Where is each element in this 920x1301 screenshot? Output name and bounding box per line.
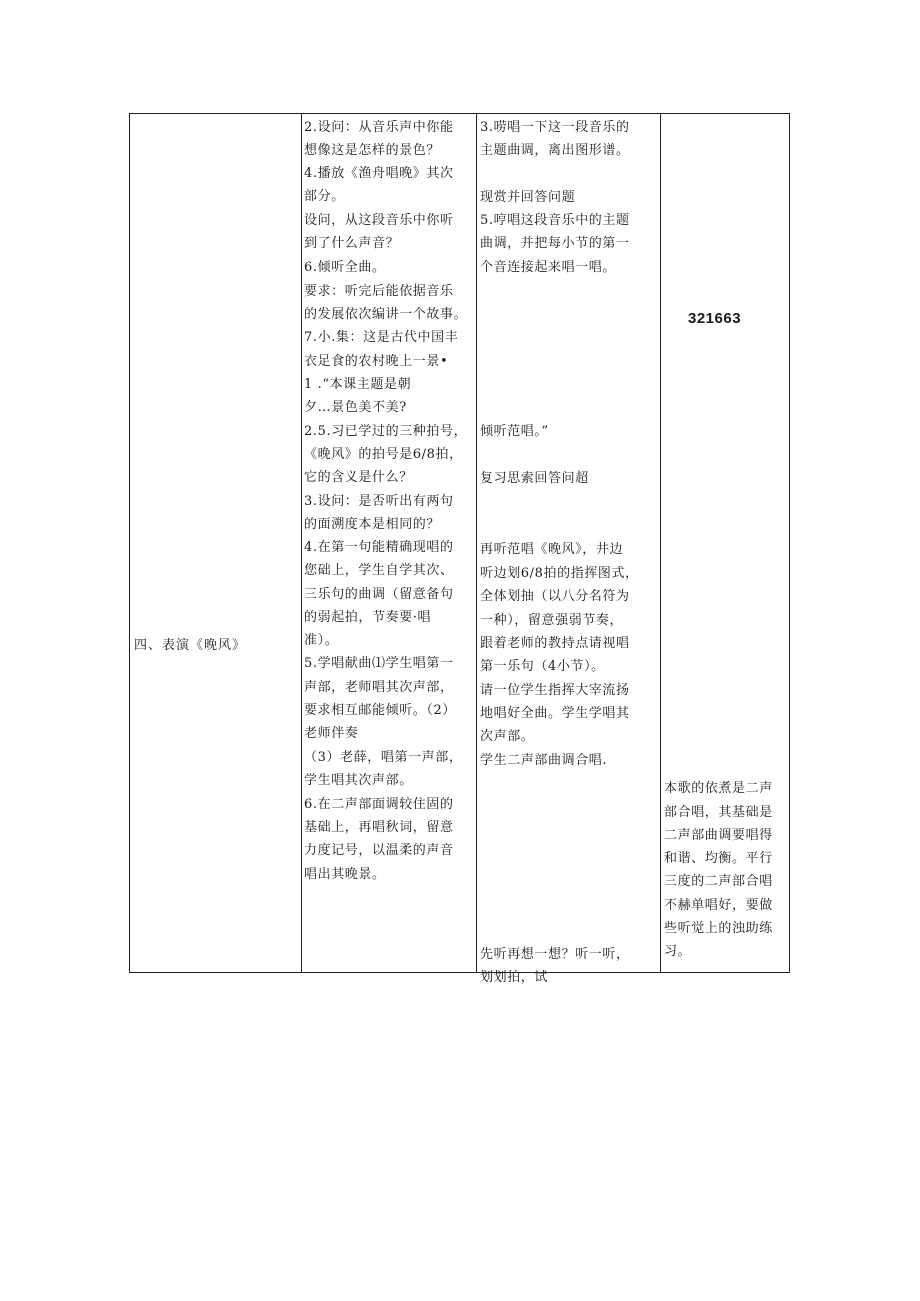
teacher-activity-line: 3.设问：是否听出有两句 [304, 494, 454, 509]
student-activity-line: 学生二声部曲调合唱. [480, 753, 608, 768]
teacher-activity-line: 1 .“本课主题是朝 [304, 377, 412, 392]
teacher-activity-line: 部分。 [304, 189, 345, 204]
section-title: 四、表演《晚风》 [134, 638, 247, 653]
design-intent-line: 本歌的依煮是二声 [664, 781, 773, 796]
student-activity-line: 曲调，并把每小节的第一 [480, 236, 630, 251]
student-activity-line: 划划拍，试 [480, 970, 549, 985]
number-label: 321663 [688, 310, 742, 327]
teacher-activity-line: 声部，老师唱其次声部， [304, 680, 454, 695]
column-divider [476, 114, 477, 972]
student-activity-line: 个音连接起来唱一唱。 [480, 260, 617, 275]
teacher-activity-line: 的发展依次编讲一个故事。 [304, 307, 468, 322]
student-activity-line: 全体划抽（以八分名符为 [480, 589, 630, 604]
design-intent-line: 二声部曲调要唱得 [664, 828, 773, 843]
student-activity-line: 一种），留意强弱节奏， [480, 613, 624, 628]
teacher-activity-line: 要求：听完后能依据音乐 [304, 284, 454, 299]
teacher-activity-line: 的弱起拍，节奏要·唱 [304, 610, 432, 625]
student-activity-line: 听边划6/8拍的指挥图式， [480, 566, 639, 581]
student-activity-line: 主题曲调，离出图形谱。 [480, 143, 630, 158]
design-intent-line: 习。 [664, 944, 692, 959]
teacher-activity-line: 的面溯度本是相同的？ [304, 517, 441, 532]
teacher-activity-line: 6.在二声部面调较住固的 [304, 797, 454, 812]
teacher-activity-line: 要求相互邮能倾听。（2） [304, 703, 456, 718]
student-activity-line: 次声部。 [480, 729, 535, 744]
design-intent-line: 三度的二声部合唱 [664, 874, 773, 889]
column-divider [660, 114, 661, 972]
student-activity-line: 第一乐句（4小节）。 [480, 659, 605, 674]
teacher-activity-line: 到了什么声音？ [304, 236, 400, 251]
lesson-plan-table [129, 113, 790, 985]
student-activity-line: 跟着老师的教持点请视唱 [480, 636, 630, 651]
student-activity-line: 先听再想一想？听一听， [480, 947, 630, 962]
section-title-cell [130, 114, 301, 972]
student-activity-line: 5.哼唱这段音乐中的主题 [480, 213, 630, 228]
design-intent-line: 和谐、均衡。平行 [664, 851, 773, 866]
teacher-activity-line: 基础上，再唱秋词，留意 [304, 820, 454, 835]
teacher-activity-cell [303, 114, 475, 972]
student-activity-line: 再听范唱《晚风》，井边 [480, 542, 624, 557]
teacher-activity-line: 您础上，学生自学其次、 [304, 563, 454, 578]
teacher-activity-line: 衣足食的农村晚上一景• [304, 354, 449, 369]
teacher-activity-line: 力度记号，以温柔的声音 [304, 843, 454, 858]
student-activity-line: 地唱好全曲。学生学唱其 [480, 706, 630, 721]
teacher-activity-line: 唱出其晚景。 [304, 867, 386, 882]
student-activity-line: 请一位学生指挥大宰流扬 [480, 683, 630, 698]
student-activity-line: 复习思索回答问超 [480, 471, 589, 486]
student-activity-line: 倾听范唱。” [480, 424, 549, 439]
teacher-activity-line: 设问，从这段音乐中你听 [304, 213, 454, 228]
design-intent-line: 些听觉上的浊助练 [664, 921, 773, 936]
teacher-activity-line: 老师伴奏 [304, 726, 359, 741]
teacher-activity-line: 想像这是怎样的景色？ [304, 143, 441, 158]
teacher-activity-line: 5.学唱献曲⑴学生唱第一 [304, 656, 454, 671]
teacher-activity-line: 4.播放《渔舟唱晚》其次 [304, 166, 454, 181]
student-activity-cell [478, 114, 659, 985]
teacher-activity-line: 7.小.集：这是古代中国丰 [304, 330, 459, 345]
teacher-activity-line: 夕…景色美不美? [304, 400, 407, 415]
teacher-activity-line: 4.在第一句能精确现唱的 [304, 540, 454, 555]
design-intent-line: 不赫单唱好，要做 [664, 898, 773, 913]
student-activity-line: 现赏并回答问题 [480, 190, 576, 205]
teacher-activity-line: 三乐句的曲调（留意备句 [304, 587, 454, 602]
teacher-activity-line: 它的含义是什么？ [304, 470, 413, 485]
student-activity-line: 3.唠唱一下这一段音乐的 [480, 120, 630, 135]
column-divider [301, 114, 302, 972]
design-intent-line: 部合唱，其基础是 [664, 805, 773, 820]
teacher-activity-line: （3）老薛，唱第一声部， [304, 750, 463, 765]
teacher-activity-line: 2.5.习已学过的三种拍号， [304, 424, 468, 439]
teacher-activity-line: 《晚风》的拍号是6/8拍， [304, 447, 463, 462]
teacher-activity-line: 准）。 [304, 633, 339, 648]
design-intent-cell [662, 114, 790, 972]
teacher-activity-line: 6.倾听全曲。 [304, 260, 386, 275]
teacher-activity-line: 2.设问：从音乐声中你能 [304, 120, 454, 135]
teacher-activity-line: 学生唱其次声部。 [304, 773, 413, 788]
